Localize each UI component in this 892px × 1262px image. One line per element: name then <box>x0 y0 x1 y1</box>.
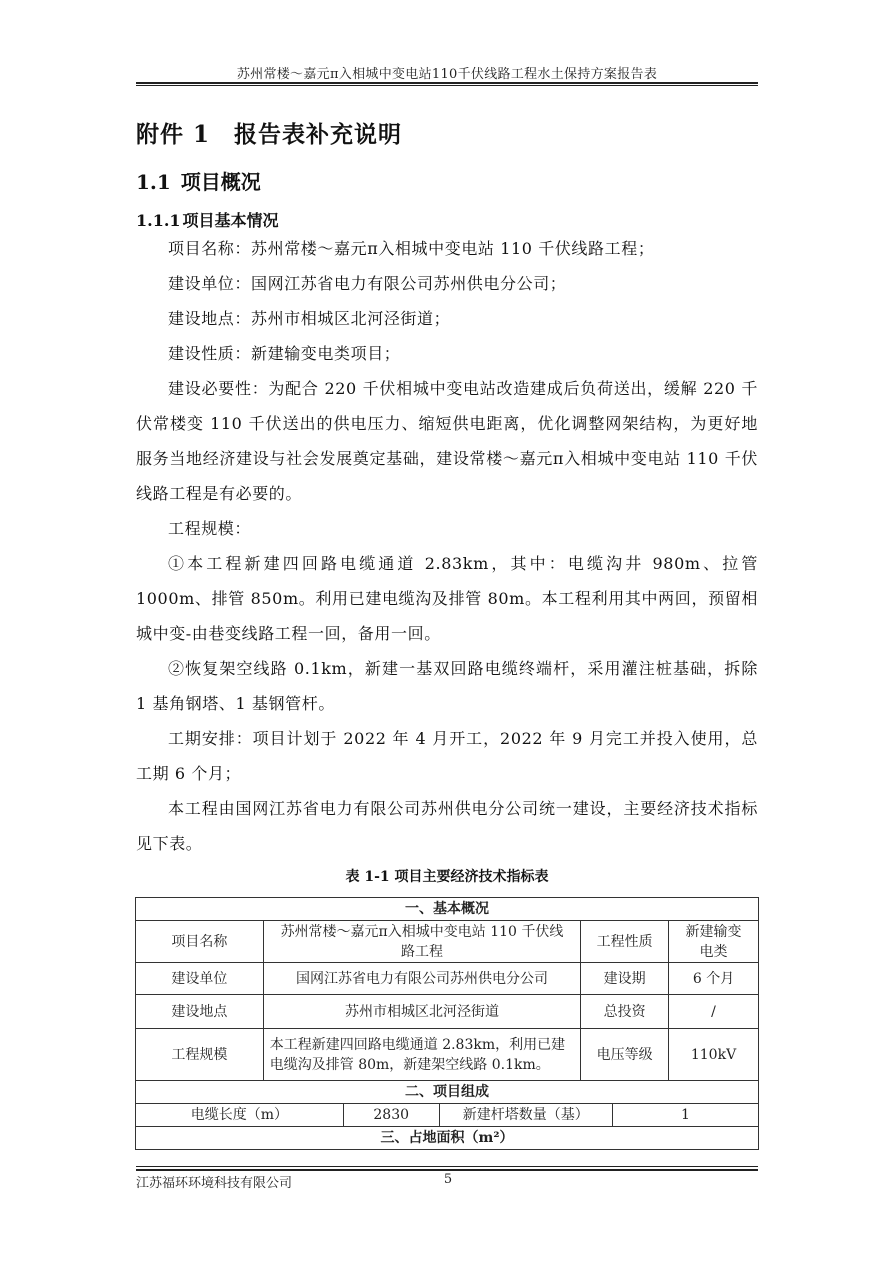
cell-label: 项目名称 <box>136 921 264 963</box>
appendix-number: 附件 1 <box>136 121 211 148</box>
cell-label: 工程规模 <box>136 1029 264 1081</box>
section-project-composition: 二、项目组成 <box>136 1081 759 1104</box>
section-land-area: 三、占地面积（m²） <box>136 1127 759 1150</box>
cell-label: 建设单位 <box>136 963 264 995</box>
table-row <box>136 1104 759 1127</box>
section-basic-overview: 一、基本概况 <box>136 898 759 921</box>
cell-label: 电压等级 <box>581 1029 669 1081</box>
subsection-title: 项目基本情况 <box>182 211 279 230</box>
page-number: 5 <box>443 1172 453 1187</box>
appendix-title: 报告表补充说明 <box>234 121 403 148</box>
cell-value: 1 <box>681 1107 690 1123</box>
body-text <box>136 231 758 861</box>
cell-value: 本工程新建四回路电缆通道 2.83km，利用已建电缆沟及排管 80m，新建架空线路 0.1km。 <box>263 1029 580 1081</box>
cell-value: 110kV <box>669 1029 759 1081</box>
cell-value: 2830 <box>343 1104 439 1126</box>
paragraph-summary: 本工程由国网江苏省电力有限公司苏州供电分公司统一建设，主要经济技术指标见下表。 <box>136 799 758 853</box>
paragraph-schedule: 工期安排：项目计划于 2022 年 4 月开工，2022 年 9 月完工并投入使用，总工期 6 个月； <box>136 729 758 783</box>
paragraph-scale-label: 工程规模： <box>168 519 252 538</box>
paragraph-nature: 建设性质：新建输变电类项目； <box>168 344 401 363</box>
appendix-heading <box>136 116 402 149</box>
cell-value: 国网江苏省电力有限公司苏州供电分公司 <box>263 963 580 995</box>
table-section-row <box>136 1127 759 1150</box>
table-caption: 表 1-1 项目主要经济技术指标表 <box>345 869 549 885</box>
table-row <box>136 995 759 1029</box>
table-row <box>136 1104 758 1126</box>
footer-rule <box>136 1169 758 1171</box>
composition-cell <box>136 1104 759 1127</box>
cell-label: 新建杆塔数量（基） <box>439 1104 612 1126</box>
header-rule <box>136 82 758 84</box>
subsection-heading <box>136 208 279 231</box>
cell-label: 建设期 <box>581 963 669 995</box>
cell-value: 苏州常楼～嘉元π入相城中变电站 110 千伏线路工程 <box>263 921 580 963</box>
table-row <box>136 921 759 963</box>
cell-label: 建设地点 <box>136 995 264 1029</box>
cell-value: 6 个月 <box>669 963 759 995</box>
section-title: 项目概况 <box>180 170 261 194</box>
paragraph-scale-1: ①本工程新建四回路电缆通道 2.83km，其中：电缆沟井 980m、拉管 1000m、排管 850m。利用已建电缆沟及排管 80m。本工程利用其中两回，预留相城中变-由巷变线路工程一回，备用一回。 <box>136 554 758 643</box>
subsection-number: 1.1.1 <box>136 211 181 230</box>
footer-rule-thin <box>136 1166 758 1167</box>
cell-label: 总投资 <box>581 995 669 1029</box>
composition-inner-table <box>136 1104 758 1126</box>
section-number: 1.1 <box>136 170 171 194</box>
header-rule-thin <box>136 85 758 86</box>
paragraph-construction-unit: 建设单位：国网江苏省电力有限公司苏州供电分公司； <box>168 274 567 293</box>
cell-label: 工程性质 <box>581 921 669 963</box>
paragraph-project-name: 项目名称：苏州常楼～嘉元π入相城中变电站 110 千伏线路工程； <box>168 239 655 258</box>
paragraph-necessity: 建设必要性：为配合 220 千伏相城中变电站改造建成后负荷送出，缓解 220 千伏常楼变 110 千伏送出的供电压力、缩短供电距离，优化调整网架结构，为更好地服务当地经济建设与社会发展奠定基础，建设常楼～嘉元π入相城中变电站 110 千伏线路工程是有必要的。 <box>136 379 758 503</box>
footer-company: 江苏福环环境科技有限公司 <box>136 1176 293 1191</box>
indicator-table <box>135 897 759 1150</box>
cell-value: 苏州市相城区北河泾街道 <box>263 995 580 1029</box>
cell-value: / <box>669 995 759 1029</box>
table-section-row <box>136 898 759 921</box>
paragraph-location: 建设地点：苏州市相城区北河泾街道； <box>168 309 451 328</box>
table-row <box>136 1029 759 1081</box>
section-heading <box>136 166 261 195</box>
table-row <box>136 963 759 995</box>
paragraph-scale-2: ②恢复架空线路 0.1km，新建一基双回路电缆终端杆，采用灌注桩基础，拆除 1 基角钢塔、1 基钢管杆。 <box>136 659 758 713</box>
table-section-row <box>136 1081 759 1104</box>
running-header: 苏州常楼～嘉元π入相城中变电站110千伏线路工程水土保持方案报告表 <box>236 67 658 82</box>
cell-label: 电缆长度（m） <box>136 1104 343 1126</box>
cell-value: 新建输变电类 <box>669 921 759 963</box>
